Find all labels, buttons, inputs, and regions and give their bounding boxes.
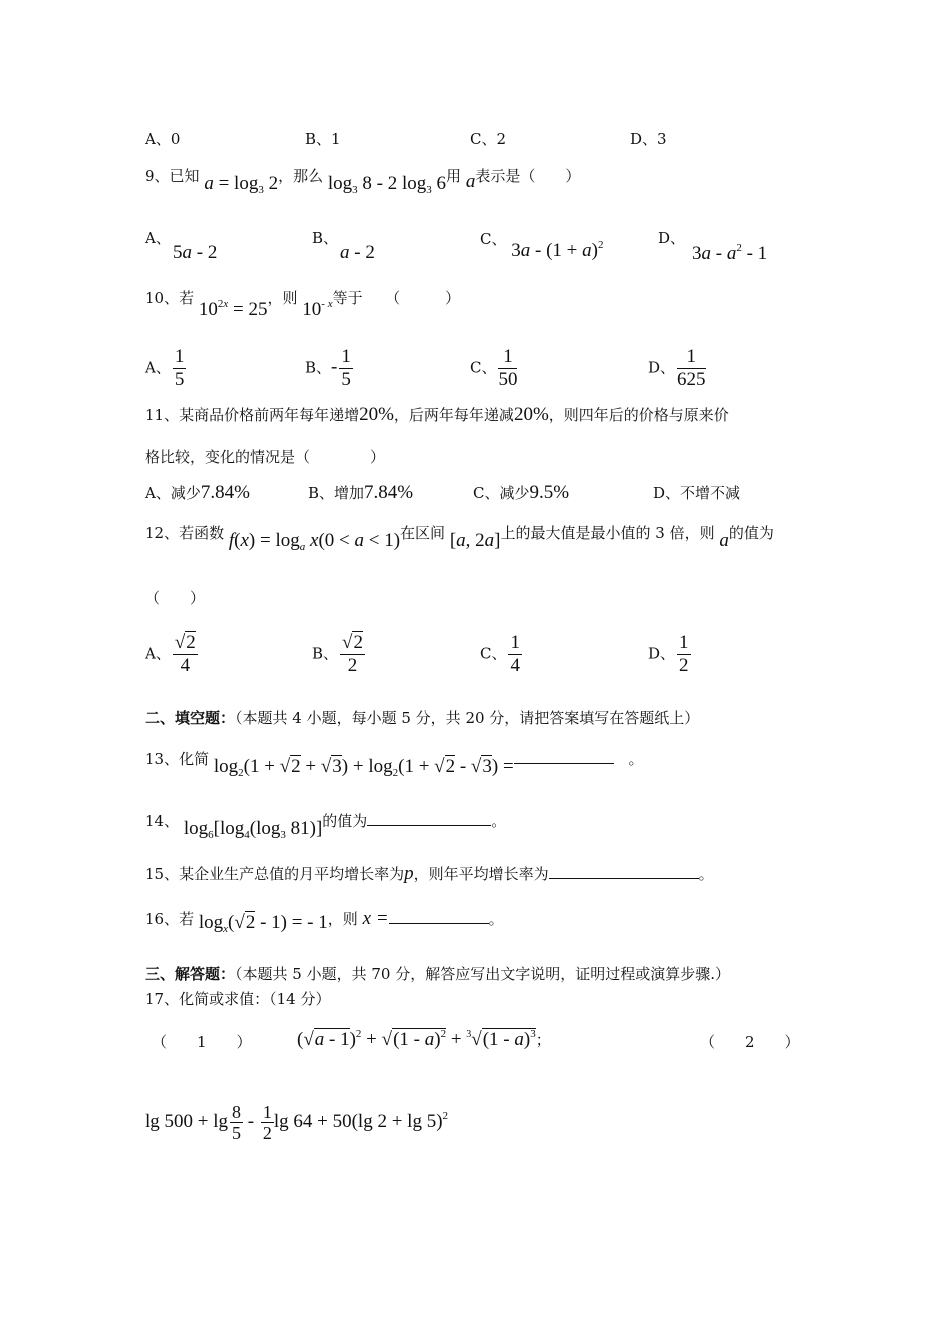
q10-option-c: [470, 346, 517, 391]
question-12: [145, 522, 774, 553]
q10-tail: 等于 （ ）: [332, 289, 461, 307]
q11-opt-c-val: 9.5%: [529, 482, 570, 503]
q16-tail: ，则: [327, 910, 358, 928]
q13-expression: $\log_2(1 + √2 + √3) + \log_2(1 + √2 - √3)$ =: [213, 756, 514, 779]
q12-opt-b-label: B、: [312, 644, 339, 663]
q13-num: 13、化简: [145, 750, 210, 768]
q11-opt-b-label: B、增加: [308, 484, 365, 502]
q10-option-b: [305, 346, 353, 391]
q10-option-a: [145, 346, 186, 391]
q12-paren: （ ）: [145, 589, 206, 607]
q12-interval: [a, 2a]: [449, 530, 501, 551]
q10-option-d: [648, 346, 706, 391]
q12-opt-c-num: 1: [510, 632, 520, 653]
q13-answer-blank[interactable]: [514, 763, 614, 764]
section-2-title: 二、填空题：: [145, 709, 236, 727]
q10-opt-c-label: C、: [470, 358, 497, 377]
q10-opt-b-num: 1: [341, 346, 351, 367]
q9-opt-d-expr: $3a - a^2 - 1$: [692, 242, 768, 264]
q9-var: a: [465, 171, 476, 192]
q17-part1-label: （ 1 ）: [152, 1033, 252, 1051]
q17-expression-2: lg 500 + lg $\frac{8}{5}$ - $\frac{1}{2}$ lg 64 + 50(lg 2 + lg 5)$^2$: [145, 1102, 449, 1143]
q11-text-a: 11、某商品价格前两年每年递增: [145, 406, 360, 424]
q16-num: 16、若: [145, 910, 195, 928]
q9-option-b: [312, 227, 375, 270]
q12-option-a: [145, 632, 198, 677]
q12-var: a: [719, 530, 729, 551]
q9-opt-c-label: C、: [480, 230, 507, 248]
q9-opt-d-label: D、: [658, 229, 686, 247]
section-3-title: 三、解答题：: [145, 965, 236, 983]
q13-end: 。: [628, 750, 644, 768]
q14-num: 14、: [145, 812, 180, 830]
q10-opt-b-den: 5: [341, 369, 351, 390]
q9-option-a: [145, 227, 217, 270]
q14-answer-blank[interactable]: [367, 825, 491, 826]
q11-opt-c-label: C、减少: [473, 484, 530, 502]
q17-part2-label: （ 2 ）: [700, 1033, 800, 1051]
section-2-desc: （本题共 4 小题，每小题 5 分，共 20 分，请把答案填写在答题纸上）: [235, 709, 700, 727]
q10-opt-b-label: B、: [305, 358, 332, 377]
q11-text-b: ，后两年每年递减: [393, 406, 514, 424]
q9-mid: ，那么: [278, 167, 324, 185]
q11-opt-a-label: A、减少: [145, 484, 201, 502]
q12-option-c: [480, 632, 522, 677]
q11-option-d: [653, 482, 740, 503]
q10-opt-c-num: 1: [498, 346, 517, 369]
question-11-line1: [145, 404, 729, 426]
q10-mid: ，则: [267, 289, 298, 307]
q12-opt-a-num: √2: [174, 632, 196, 653]
q10-opt-a-den: 5: [174, 369, 185, 390]
q15-answer-blank[interactable]: [549, 878, 699, 879]
q14-end: 。: [491, 812, 507, 830]
question-13: [145, 748, 644, 779]
q14-expression: $\log_6[\log_4(\log_3$ 81)]: [183, 818, 323, 841]
question-11-line2: 格比较，变化的情况是（ ）: [145, 448, 386, 466]
q9-opt-a-label: A、: [145, 229, 171, 247]
q9-num: 9、已知: [145, 167, 200, 185]
q12-opt-b-den: 2: [347, 655, 358, 676]
q9-condition: $a = \log_3 2$: [204, 173, 279, 196]
q10-opt-b-sign: -: [331, 356, 338, 378]
q15-var: p: [404, 863, 414, 884]
q12-mid: 在区间: [400, 524, 446, 542]
q10-opt-d-num: 1: [677, 346, 706, 369]
q9-use: 用: [446, 167, 462, 185]
q9-opt-c-expr: $3a - (1 + a)^2$: [511, 239, 604, 261]
q8-option-a: A、0: [145, 130, 181, 148]
q12-option-d: [648, 632, 691, 677]
section-2-header: [145, 707, 699, 728]
q10-condition: $10^{2x} = 25$: [198, 298, 268, 320]
q9-tail: 表示是（ ）: [475, 167, 581, 185]
q12-num: 12、若函数: [145, 524, 225, 542]
q11-text-c: ，则四年后的价格与原来价: [548, 406, 729, 424]
q14-tail: 的值为: [322, 812, 368, 830]
q12-opt-a-label: A、: [145, 644, 171, 663]
section-3-header: [145, 963, 730, 984]
q9-opt-b-label: B、: [312, 229, 339, 247]
section-3-desc: （本题共 5 小题，共 70 分，解答应写出文字说明，证明过程或演算步骤.）: [235, 965, 730, 983]
q9-opt-b-expr: a - 2: [340, 242, 375, 263]
q10-opt-a-label: A、: [145, 358, 171, 377]
q9-option-d: [658, 227, 767, 271]
q9-expression: $\log_3 8 - 2$ $\log_3 6$: [327, 173, 447, 196]
q12-opt-c-label: C、: [480, 644, 507, 663]
q12-opt-d-label: D、: [648, 644, 676, 663]
q12-tail2: 的值为: [728, 524, 774, 542]
q10-expression: $10^{- x}$: [302, 298, 333, 320]
q11-option-b: [308, 482, 413, 504]
q12-option-b: [312, 632, 365, 677]
q10-opt-d-label: D、: [648, 358, 676, 377]
question-15: [145, 863, 714, 885]
q16-answer-blank[interactable]: [389, 923, 489, 924]
q17-semicolon: ；: [535, 1031, 551, 1049]
q10-opt-a-num: 1: [174, 346, 185, 367]
q17-expression-1: (√a - 1)$^2$ + √(1 - a)$^2$ + $^3$√(1 - a)$^3$；: [297, 1028, 551, 1050]
q12-opt-c-den: 4: [510, 655, 520, 676]
q8-option-d: D、3: [630, 130, 667, 148]
q11-opt-b-val: 7.84%: [364, 482, 414, 503]
q15-end: 。: [698, 865, 714, 883]
q9-option-c: [480, 227, 604, 261]
q16-var: x =: [362, 908, 389, 929]
q12-opt-d-num: 1: [679, 632, 689, 653]
q16-expression: $\log_x(√2 - 1)$ = - 1: [198, 912, 328, 935]
question-9: [145, 165, 581, 196]
q10-opt-d-den: 625: [677, 369, 706, 390]
question-10: [145, 286, 461, 320]
q12-tail: 上的最大值是最小值的 3 倍，则: [500, 524, 715, 542]
q8-option-c: C、2: [470, 130, 507, 148]
question-14: [145, 810, 507, 841]
q10-num: 10、若: [145, 289, 195, 307]
q11-option-c: [473, 482, 569, 504]
q11-p1: 20%: [359, 404, 394, 425]
q15-text: 15、某企业生产总值的月平均增长率为: [145, 865, 405, 883]
q11-p2: 20%: [513, 404, 549, 425]
q10-opt-c-den: 50: [498, 369, 518, 390]
q17-title: 17、化简或求值：（14 分）: [145, 990, 331, 1008]
q12-opt-b-num: √2: [342, 632, 363, 653]
q12-function: $f(x) = \log_a x(0 < a < 1)$: [228, 530, 401, 553]
question-16: [145, 908, 504, 935]
q12-opt-a-den: 4: [180, 655, 191, 676]
q11-opt-d-label: D、不增不减: [653, 484, 741, 502]
q11-option-a: [145, 482, 250, 504]
q12-opt-d-den: 2: [679, 655, 689, 676]
q16-end: 。: [488, 910, 504, 928]
q8-option-b: B、1: [305, 130, 341, 148]
q9-opt-a-expr: 5a - 2: [173, 242, 218, 263]
q15-tail: ，则年平均增长率为: [413, 865, 549, 883]
q11-opt-a-val: 7.84%: [200, 482, 250, 503]
